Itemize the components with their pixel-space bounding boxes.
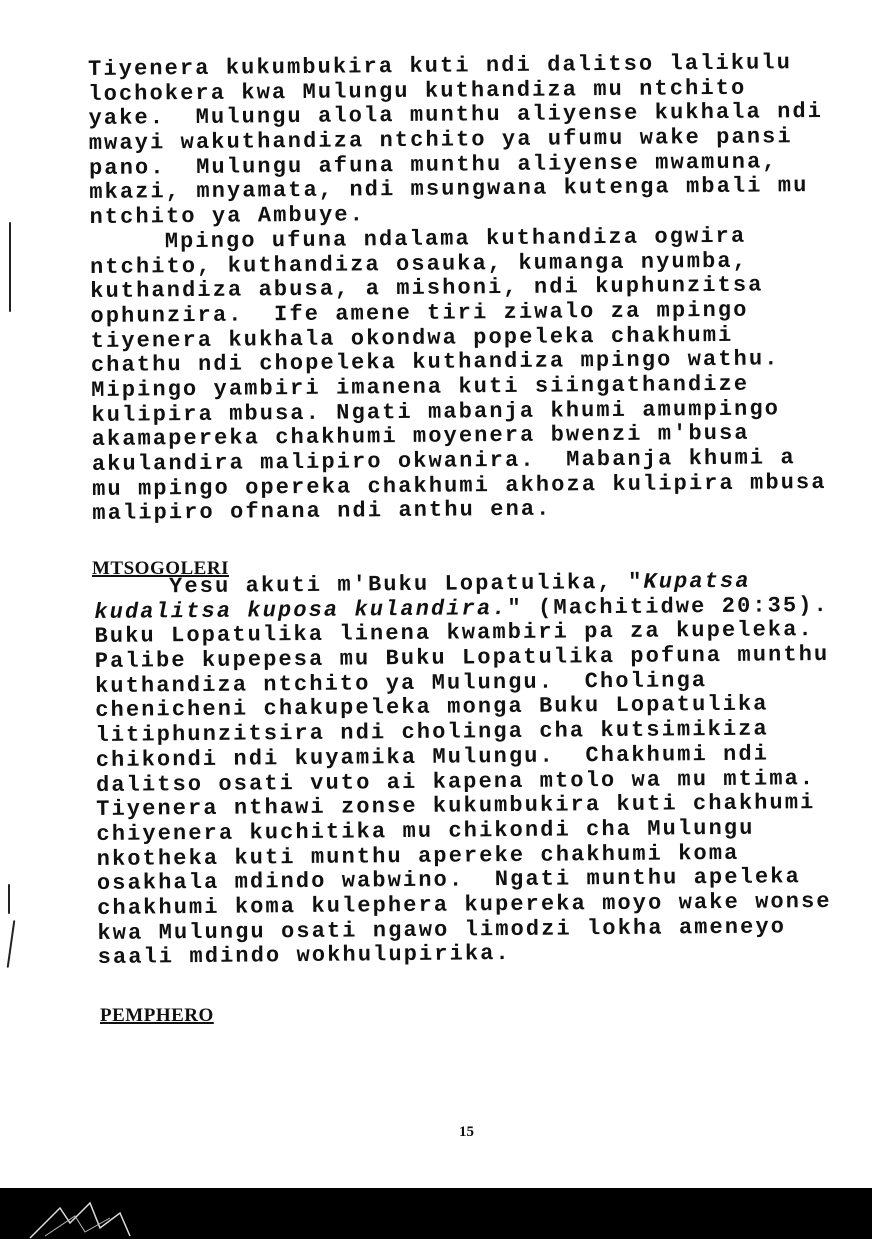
text-line: mkazi, mnyamata, ndi msungwana kutenga mbali mu (89, 173, 809, 206)
text-line: chakhumi koma kulephera kupereka moyo wake wonse (97, 888, 832, 921)
text-line: Tiyenera nthawi zonse kukumbukira kuti chakhumi (96, 790, 816, 823)
text-line: saali mdindo wokhulupirika. (97, 941, 511, 971)
text-line: kuthandiza abusa, a mishoni, ndi kuphunzitsa (90, 272, 764, 305)
scan-bottom-band (0, 1188, 872, 1239)
quote-italic: Kupatsa (643, 568, 751, 595)
paragraph-section-2 (94, 569, 832, 971)
page-number: 15 (459, 1124, 474, 1140)
scan-margin-mark (7, 920, 16, 968)
scan-margin-mark (9, 222, 11, 312)
text-span: " (Machitidwe 20:35). (507, 592, 829, 621)
quote-italic: kudalitsa kuposa kulandira. (94, 595, 508, 625)
scan-noise-icon (0, 1188, 160, 1239)
text-line: malipiro ofnana ndi anthu ena. (92, 496, 552, 527)
text-line: ntchito ya Ambuye. (89, 202, 366, 231)
text-line: chiyenera kuchitika mu chikondi cha Mulungu (96, 815, 755, 847)
heading-pemphero: PEMPHERO (100, 1005, 214, 1026)
text-line: kulipira mbusa. Ngati mabanja khumi amumpingo (91, 395, 781, 428)
text-line: mu mpingo opereka chakhumi akhoza kulipira mbusa (92, 469, 827, 502)
text-line: lochokera kwa Mulungu kuthandiza mu ntchito (88, 75, 747, 107)
scan-margin-mark (8, 884, 10, 914)
text-line: Palibe kupepesa mu Buku Lopatulika pofuna munthu (94, 642, 830, 675)
text-line: yake. Mulungu alola munthu aliyense kukhala ndi (88, 99, 824, 132)
text-line: Tiyenera kukumbukira kuti ndi dalitso lalikulu (87, 50, 793, 82)
text-line: Mpingo ufuna ndalama kuthandiza ogwira (164, 223, 747, 255)
text-line: mwayi wakuthandiza ntchito ya ufumu wake pansi (88, 124, 793, 157)
text-line: ophunzira. Ife amene tiri ziwalo za mpingo (90, 297, 749, 329)
text-line: osakhala mdindo wabwino. Ngati munthu apeleka (96, 864, 801, 897)
text-line: chikondi ndi kuyamika Mulungu. Chakhumi ndi (95, 741, 770, 773)
text-line: Buku Lopatulika linena kwambiri pa za kupeleka. (94, 617, 814, 650)
text-line: tiyenera kukhala okondwa popeleka chakhumi (90, 322, 734, 354)
text-line: kwa Mulungu osati ngawo limodzi lokha ameneyo (97, 913, 787, 946)
text-line: Mipingo yambiri imanena kuti siingathandize (91, 371, 750, 403)
text-line: kuthandiza ntchito ya Mulungu. Cholinga (94, 667, 708, 699)
text-line: chathu ndi chopeleka kuthandiza mpingo wathu. (90, 346, 780, 379)
text-line: litiphunzitsira ndi cholinga cha kutsimikiza (95, 716, 769, 749)
paragraph-section-1 (88, 51, 827, 527)
text-span: Yesu akuti m'Buku Lopatulika, " (168, 569, 644, 600)
text-line: ntchito, kuthandiza osauka, kumanga nyumba, (89, 248, 749, 280)
text-line: dalitso osati vuto ai kapena mtolo wa mu mtima. (95, 765, 816, 798)
text-line: chenicheni chakupeleka monga Buku Lopatulika (95, 691, 769, 724)
text-line: pano. Mulungu afuna munthu aliyense mwamuna, (88, 149, 778, 181)
text-line: akulandira malipiro okwanira. Mabanja khumi a (91, 445, 796, 477)
text-line: nkotheka kuti munthu apereke chakhumi koma (96, 840, 740, 872)
heading-mtsogoleri: MTSOGOLERI (92, 558, 229, 579)
text-line: akamapereka chakhumi moyenera bwenzi m'busa (91, 420, 750, 453)
